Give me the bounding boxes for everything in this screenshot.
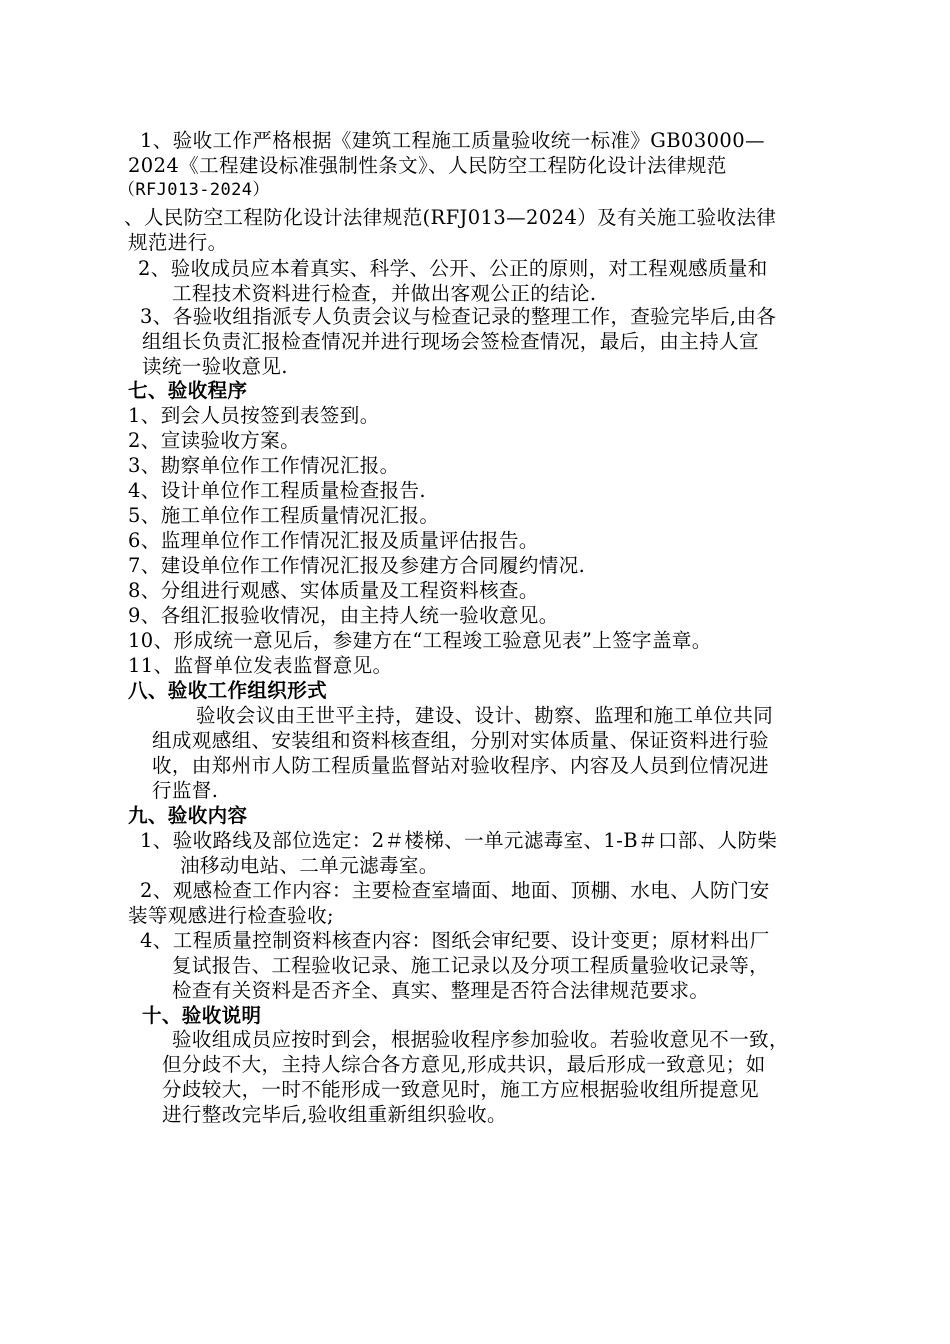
section-8-line: 组成观感组、安装组和资料核查组，分别对实体质量、保证资料进行验 [152,729,769,752]
section-9-line: 检查有关资料是否齐全、真实、整理是否符合法律规范要求。 [172,979,710,1002]
section-9-heading: 九、验收内容 [128,804,248,827]
section-8-line: 验收会议由王世平主持，建设、设计、勘察、监理和施工单位共同 [196,704,774,727]
section-7-item: 11、监督单位发表监督意见。 [128,654,393,677]
intro-line-3: （RFJ013-2024） [118,180,270,200]
intro-line-10: 读统一验收意见. [142,355,288,378]
intro-line-4: 、人民防空工程防化设计法律规范(RFJ013—2024）及有关施工验收法律 [124,206,777,229]
intro-line-5: 规范进行。 [128,231,228,254]
section-8-line: 收，由郑州市人防工程质量监督站对验收程序、内容及人员到位情况进 [152,754,769,777]
section-7-item: 9、各组汇报验收情况，由主持人统一验收意见。 [128,604,559,627]
section-9-line: 油移动电站、二单元滤毒室。 [180,854,439,877]
intro-line-6: 2、验收成员应本着真实、科学、公开、公正的原则，对工程观感质量和 [138,257,768,280]
section-7-item: 5、施工单位作工程质量情况汇报。 [128,504,440,527]
section-9-line: 装等观感进行检查验收; [128,904,334,927]
intro-line-2: 2024《工程建设标准强制性条文》、人民防空工程防化设计法律规范 [128,154,727,177]
section-7-item: 8、分组进行观感、实体质量及工程资料核查。 [128,579,539,602]
intro-line-8: 3、各验收组指派专人负责会议与检查记录的整理工作，查验完毕后,由各 [140,305,777,328]
section-8-line: 行监督. [152,779,219,802]
section-8-heading: 八、验收工作组织形式 [128,679,328,702]
section-10-line: 但分歧不大，主持人综合各方意见,形成共识，最后形成一致意见；如 [162,1053,766,1076]
section-7-item: 4、设计单位作工程质量检查报告. [128,479,427,502]
section-7-heading: 七、验收程序 [128,379,248,402]
section-9-line: 4、工程质量控制资料核查内容：图纸会审纪要、设计变更；原材料出厂 [140,929,770,952]
intro-line-9: 组组长负责汇报检查情况并进行现场会签检查情况，最后，由主持人宣 [142,330,759,353]
section-10-line: 进行整改完毕后,验收组重新组织验收。 [162,1103,507,1126]
section-9-line: 1、验收路线及部位选定：2＃楼梯、一单元滤毒室、1-B＃口部、人防柴 [140,829,778,852]
section-7-item: 3、勘察单位作工作情况汇报。 [128,454,400,477]
section-9-line: 2、观感检查工作内容：主要检查室墙面、地面、顶棚、水电、人防门安 [140,879,770,902]
section-10-heading: 十、验收说明 [142,1004,262,1027]
section-10-line: 分歧较大，一时不能形成一致意见时，施工方应根据验收组所提意见 [162,1078,760,1101]
section-7-item: 1、到会人员按签到表签到。 [128,404,380,427]
section-7-item: 2、宣读验收方案。 [128,429,301,452]
section-7-item: 6、监理单位作工作情况汇报及质量评估报告。 [128,529,539,552]
section-9-line: 复试报告、工程验收记录、施工记录以及分项工程质量验收记录等， [172,954,770,977]
section-7-item: 7、建设单位作工作情况汇报及参建方合同履约情况. [128,554,586,577]
intro-line-1: 1、验收工作严格根据《建筑工程施工质量验收统一标准》GB03000— [140,129,765,152]
section-10-line: 验收组成员应按时到会，根据验收程序参加验收。若验收意见不一致， [172,1028,789,1051]
intro-line-7: 工程技术资料进行检查，并做出客观公正的结论. [172,282,597,305]
section-7-item: 10、形成统一意见后，参建方在“工程竣工验意见表”上签字盖章。 [128,629,712,652]
